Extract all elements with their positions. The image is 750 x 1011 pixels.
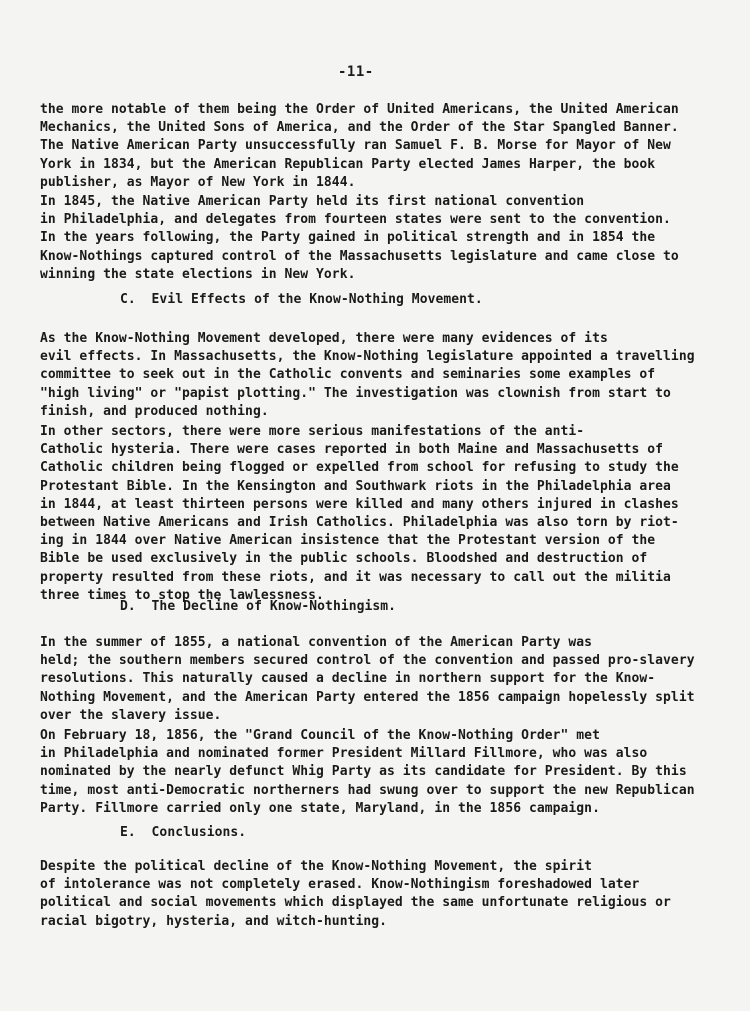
paragraph-evil-effects: As the Know-Nothing Movement developed, there were many evidences of its evil effects. In Massachusetts, the Know-Nothing legislature appointed a travelling committee to seek out in the Catholic convents and seminaries some examples of "high living" or "papist plotting." The investigation was clownish from start to finish, and produced nothing. [40, 331, 695, 419]
page-number: -11- [338, 64, 374, 80]
paragraph-1855-convention: In the summer of 1855, a national convention of the American Party was held; the southern members secured control of the convention and passed pro-slavery resolutions. This naturally caused a decline in northern support for the Know- Nothing Movement, and the American Party entered the 1856 campaign hopelessly split over the slavery issue. [40, 635, 695, 723]
paragraph-intro: the more notable of them being the Order of United Americans, the United American Mechanics, the United Sons of America, and the Order of the Star Spangled Banner. The Native American Party unsuccessfully ran Samuel F. B. Morse for Mayor of New York in 1834, but the American Republican Party elected James Harper, the book publisher, as Mayor of New York in 1844. [40, 102, 679, 190]
section-heading-c: C. Evil Effects of the Know-Nothing Movement. [120, 292, 483, 307]
paragraph-anti-catholic-hysteria: In other sectors, there were more serious manifestations of the anti- Catholic hysteria. There were cases reported in both Maine and Massachusetts of Catholic children being flogged or expelled from school for refusing to study the Protestant Bible. In the Kensington and Southwark riots in the Philadelphia area in 1844, at least thirteen persons were killed and many others injured in clashes between Native Americans and Irish Catholics. Philadelphia was also torn by riot- ing in 1844 over Native American insistence that the Protestant version of the Bible be used exclusively in the public schools. Bloodshed and destruction of property resulted from these riots, and it was necessary to call out the militia three times to stop the lawlessness. [40, 424, 679, 603]
section-heading-d: D. The Decline of Know-Nothingism. [120, 599, 397, 614]
section-heading-e: E. Conclusions. [120, 825, 247, 840]
paragraph-conclusions: Despite the political decline of the Know-Nothing Movement, the spirit of intolerance was not completely erased. Know-Nothingism foreshadowed later political and social movements which displayed the same unfortunate religious or racial bigotry, hysteria, and witch-hunting. [40, 859, 671, 929]
paragraph-fillmore-nomination: On February 18, 1856, the "Grand Council of the Know-Nothing Order" met in Philadelphia and nominated former President Millard Fillmore, who was also nominated by the nearly defunct Whig Party as its candidate for President. By this time, most anti-Democratic northerners had swung over to support the new Republican Party. Fillmore carried only one state, Maryland, in the 1856 campaign. [40, 728, 695, 816]
paragraph-1845-convention: In 1845, the Native American Party held its first national convention in Philadelphia, and delegates from fourteen states were sent to the convention. In the years following, the Party gained in political strength and in 1854 the Know-Nothings captured control of the Massachusetts legislature and came close to winning the state elections in New York. [40, 194, 679, 282]
